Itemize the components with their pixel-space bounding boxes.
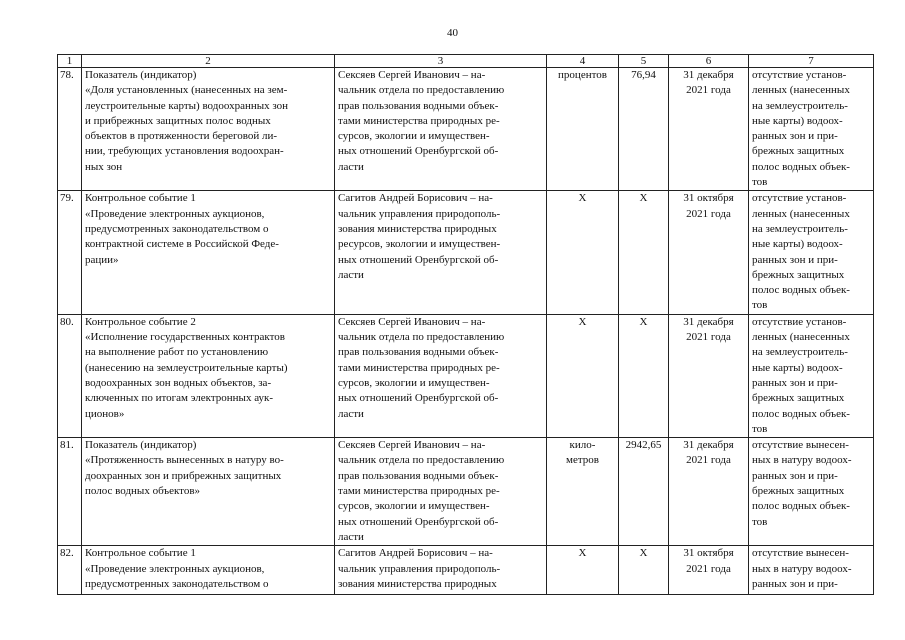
deadline-date-line: 31 декабря	[683, 69, 734, 81]
expected-result-note-line: на землеустроитель-	[752, 99, 848, 112]
responsible-person-line: ласти	[338, 160, 364, 173]
responsible-person	[335, 438, 547, 546]
deadline-date-line: 2021 года	[686, 331, 731, 344]
deadline-date	[669, 191, 749, 314]
expected-result-note-line: отсутствие вынесен-	[752, 547, 849, 560]
unit-of-measure-line: процентов	[558, 69, 607, 81]
expected-result-note-line: полос водных объек-	[752, 160, 850, 173]
row-number: 81.	[58, 438, 82, 546]
expected-result-note-line: ные карты) водоох-	[752, 361, 843, 374]
responsible-person-line: тами министерства природных ре-	[338, 485, 500, 498]
expected-result-note-line: на землеустроитель-	[752, 222, 848, 235]
unit-of-measure	[547, 546, 619, 595]
responsible-person-line: зования министерства природных	[338, 222, 497, 235]
measure-description-line: леустроительные карты) водоохранных зон	[85, 99, 289, 112]
expected-result-note-line: полос водных объек-	[752, 407, 850, 420]
responsible-person-line: ных отношений Оренбургской об-	[338, 392, 499, 405]
deadline-date-line: 31 декабря	[683, 315, 734, 328]
expected-result-note-line: полос водных объек-	[752, 284, 850, 297]
measures-table	[57, 54, 874, 595]
unit-of-measure	[547, 314, 619, 437]
unit-of-measure-line: Х	[578, 192, 587, 205]
column-number-row	[58, 55, 874, 68]
measure-description-line: «Протяженность вынесенных в натуру во-	[85, 454, 284, 467]
responsible-person	[335, 314, 547, 437]
measure-description	[82, 438, 335, 546]
expected-result-note-line: ные карты) водоох-	[752, 238, 843, 251]
responsible-person-line: Сексяев Сергей Иванович – на-	[338, 439, 486, 452]
measure-description-line: (нанесению на землеустроительные карты)	[85, 361, 288, 374]
column-number: 1	[58, 55, 82, 68]
row-number: 78.	[58, 68, 82, 191]
responsible-person-line: Сексяев Сергей Иванович – на-	[338, 315, 486, 328]
measure-description-line: доохранных зон и прибрежных защитных	[85, 469, 282, 482]
responsible-person-line: сурсов, экологии и имуществен-	[338, 500, 490, 513]
column-number: 2	[82, 55, 335, 68]
expected-result-note-line: брежных защитных	[752, 268, 845, 281]
unit-of-measure-line: метров	[566, 454, 599, 467]
deadline-date	[669, 546, 749, 595]
expected-result-note-line: отсутствие установ-	[752, 69, 847, 81]
table-row	[58, 438, 874, 546]
expected-result-note-line: на землеустроитель-	[752, 346, 848, 359]
measure-description-line: Показатель (индикатор)	[85, 439, 197, 452]
deadline-date	[669, 438, 749, 546]
responsible-person-line: ласти	[338, 268, 364, 281]
expected-result-note-line: полос водных объек-	[752, 500, 850, 513]
column-number: 4	[547, 55, 619, 68]
measure-description-line: ных зон	[85, 160, 123, 173]
expected-result-note-line: тов	[752, 515, 768, 528]
unit-of-measure-line: кило-	[569, 439, 596, 452]
expected-result-note-line: ные карты) водоох-	[752, 114, 843, 127]
responsible-person-line: чальник управления природополь-	[338, 562, 501, 575]
target-value: 76,94	[619, 68, 669, 191]
responsible-person-line: чальник отдела по предоставлению	[338, 454, 505, 467]
target-value: Х	[619, 191, 669, 314]
column-number: 7	[749, 55, 874, 68]
target-value: Х	[619, 546, 669, 595]
unit-of-measure	[547, 191, 619, 314]
deadline-date	[669, 68, 749, 191]
measure-description-line: «Проведение электронных аукционов,	[85, 207, 265, 220]
expected-result-note-line: брежных защитных	[752, 392, 845, 405]
measure-description-line: контрактной системе в Российской Феде-	[85, 238, 279, 251]
measure-description-line: ционов»	[85, 407, 125, 420]
measure-description-line: предусмотренных законодательством о	[85, 577, 269, 590]
expected-result-note-line: ленных (нанесенных	[752, 207, 850, 220]
measure-description-line: водоохранных зон водных объектов, за-	[85, 376, 272, 389]
expected-result-note	[749, 191, 874, 314]
expected-result-note-line: брежных защитных	[752, 485, 845, 498]
table-row	[58, 191, 874, 314]
responsible-person-line: сурсов, экологии и имуществен-	[338, 376, 490, 389]
expected-result-note-line: ленных (нанесенных	[752, 84, 850, 97]
measure-description-line: «Проведение электронных аукционов,	[85, 562, 265, 575]
expected-result-note-line: ранных зон и при-	[752, 469, 838, 482]
row-number: 79.	[58, 191, 82, 314]
deadline-date-line: 2021 года	[686, 454, 731, 467]
responsible-person	[335, 191, 547, 314]
expected-result-note-line: тов	[752, 176, 768, 189]
responsible-person-line: ных отношений Оренбургской об-	[338, 145, 499, 158]
responsible-person-line: тами министерства природных ре-	[338, 114, 500, 127]
measure-description-line: полос водных объектов»	[85, 485, 201, 498]
unit-of-measure	[547, 68, 619, 191]
responsible-person-line: прав пользования водными объек-	[338, 99, 499, 112]
deadline-date-line: 2021 года	[686, 84, 731, 97]
responsible-person-line: прав пользования водными объек-	[338, 346, 499, 359]
expected-result-note-line: ранных зон и при-	[752, 376, 838, 389]
responsible-person-line: чальник отдела по предоставлению	[338, 84, 505, 97]
measure-description-line: ключенных по итогам электронных аук-	[85, 392, 274, 405]
measure-description-line: на выполнение работ по установлению	[85, 346, 269, 359]
responsible-person-line: Сагитов Андрей Борисович – на-	[338, 547, 493, 560]
expected-result-note-line: тов	[752, 422, 768, 435]
table-body	[58, 55, 874, 595]
expected-result-note	[749, 438, 874, 546]
responsible-person-line: ных отношений Оренбургской об-	[338, 515, 499, 528]
row-number: 80.	[58, 314, 82, 437]
responsible-person-line: Сексяев Сергей Иванович – на-	[338, 69, 486, 81]
measure-description-line: Показатель (индикатор)	[85, 69, 197, 81]
responsible-person-line: ласти	[338, 407, 364, 420]
row-number: 82.	[58, 546, 82, 595]
deadline-date-line: 2021 года	[686, 562, 731, 575]
measure-description-line: Контрольное событие 2	[85, 315, 196, 328]
responsible-person-line: чальник управления природополь-	[338, 207, 501, 220]
unit-of-measure-line: Х	[578, 315, 587, 328]
column-number: 5	[619, 55, 669, 68]
expected-result-note-line: ных в натуру водоох-	[752, 562, 852, 575]
measure-description	[82, 314, 335, 437]
measure-description-line: объектов в протяженности береговой ли-	[85, 130, 278, 143]
expected-result-note-line: отсутствие установ-	[752, 315, 847, 328]
table-row	[58, 314, 874, 437]
responsible-person-line: ласти	[338, 530, 364, 543]
expected-result-note-line: ранных зон и при-	[752, 130, 838, 143]
expected-result-note	[749, 314, 874, 437]
responsible-person-line: тами министерства природных ре-	[338, 361, 500, 374]
expected-result-note-line: ных в натуру водоох-	[752, 454, 852, 467]
expected-result-note	[749, 546, 874, 595]
deadline-date	[669, 314, 749, 437]
measure-description-line: и прибрежных защитных полос водных	[85, 114, 271, 127]
responsible-person-line: зования министерства природных	[338, 577, 497, 590]
measure-description-line: Контрольное событие 1	[85, 547, 196, 560]
expected-result-note-line: ленных (нанесенных	[752, 331, 850, 344]
expected-result-note	[749, 68, 874, 191]
responsible-person	[335, 546, 547, 595]
measure-description-line: рации»	[85, 253, 119, 266]
expected-result-note-line: тов	[752, 299, 768, 312]
responsible-person-line: Сагитов Андрей Борисович – на-	[338, 192, 493, 205]
target-value: 2942,65	[619, 438, 669, 546]
expected-result-note-line: ранных зон и при-	[752, 253, 838, 266]
page-number: 40	[447, 27, 458, 39]
target-value: Х	[619, 314, 669, 437]
measure-description-line: «Доля установленных (нанесенных на зем-	[85, 84, 288, 97]
expected-result-note-line: отсутствие установ-	[752, 192, 847, 205]
measure-description	[82, 68, 335, 191]
unit-of-measure	[547, 438, 619, 546]
measure-description	[82, 546, 335, 595]
measure-description-line: Контрольное событие 1	[85, 192, 196, 205]
table-row	[58, 546, 874, 595]
responsible-person-line: сурсов, экологии и имуществен-	[338, 130, 490, 143]
deadline-date-line: 31 октября	[683, 547, 734, 560]
responsible-person	[335, 68, 547, 191]
column-number: 3	[335, 55, 547, 68]
deadline-date-line: 31 октября	[683, 192, 734, 205]
measure-description-line: нии, требующих установления водоохран-	[85, 145, 284, 158]
expected-result-note-line: ранных зон и при-	[752, 577, 838, 590]
responsible-person-line: прав пользования водными объек-	[338, 469, 499, 482]
measure-description-line: «Исполнение государственных контрактов	[85, 331, 285, 344]
deadline-date-line: 31 декабря	[683, 439, 734, 452]
measure-description-line: предусмотренных законодательством о	[85, 222, 269, 235]
responsible-person-line: чальник отдела по предоставлению	[338, 331, 505, 344]
table-row	[58, 68, 874, 191]
column-number: 6	[669, 55, 749, 68]
measure-description	[82, 191, 335, 314]
responsible-person-line: ных отношений Оренбургской об-	[338, 253, 499, 266]
responsible-person-line: ресурсов, экологии и имуществен-	[338, 238, 501, 251]
expected-result-note-line: брежных защитных	[752, 145, 845, 158]
deadline-date-line: 2021 года	[686, 207, 731, 220]
unit-of-measure-line: Х	[578, 547, 587, 560]
expected-result-note-line: отсутствие вынесен-	[752, 439, 849, 452]
